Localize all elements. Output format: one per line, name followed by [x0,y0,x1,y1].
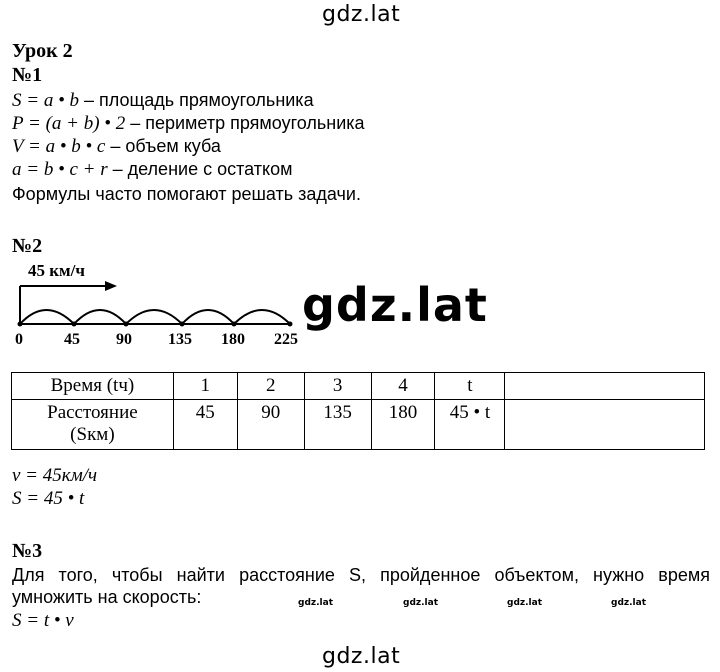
table-cell: 90 [237,400,304,450]
watermark-bottom: gdz.lat [322,644,401,669]
table-cell: 180 [371,400,435,450]
distance-formula: S = 45 • t [12,488,85,509]
table-cell: t [435,373,505,400]
table-header-line: Расстояние [47,402,138,423]
table-row [12,373,705,400]
watermark-middle: gdz.lat [302,278,488,332]
tick-label: 225 [274,331,298,348]
table-cell: 1 [173,373,237,400]
jump-arc [20,310,74,324]
tick-dot [232,322,237,327]
task3-text: Для того, чтобы найти расстояние S, пройденное объектом, нужно время умножить на скорость: [12,565,710,607]
lesson-title: Урок 2 [12,40,73,62]
tick-label: 45 [64,331,80,348]
jump-arc [74,310,126,324]
formula-description: – периметр прямоугольника [125,113,365,133]
task3-formula: S = t • v [12,610,74,631]
table-header-cell [12,400,174,450]
tick-dot [18,322,23,327]
time-distance-table [11,372,705,450]
table-row [12,400,705,450]
formula-description: – площадь прямоугольника [78,90,314,110]
table-cell: 45 [173,400,237,450]
tick-label: 90 [116,331,132,348]
formula-expression: P = (a + b) • 2 [12,113,126,134]
jump-arc [234,310,290,324]
watermark-small: gdz.lat [611,598,647,608]
tick-label: 180 [221,331,245,348]
formula-expression: V = a • b • c [12,136,106,157]
formula-description: – деление с остатком [107,159,293,179]
task3-number: №3 [12,540,43,562]
formula-line [12,158,292,181]
jump-arc [126,310,182,324]
tick-dot [124,322,129,327]
formula-line [12,112,365,135]
formula-expression: a = b • c + r [12,159,108,180]
tick-dot [72,322,77,327]
tick-dot [288,322,293,327]
speed-arrowhead [105,281,117,291]
speed-label: 45 км/ч [28,261,85,280]
task1-number: №1 [12,64,43,86]
formula-line [12,135,221,158]
task1-conclusion: Формулы часто помогают решать задачи. [12,184,361,204]
tick-dot [180,322,185,327]
watermark-small: gdz.lat [298,598,334,608]
speed-formula: v = 45км/ч [12,465,98,486]
task2-number: №2 [12,235,43,257]
table-cell: 135 [304,400,371,450]
tick-label: 0 [15,331,23,348]
jump-arc [182,310,234,324]
table-cell: 3 [304,373,371,400]
table-cell: 45 • t [435,400,505,450]
watermark-small: gdz.lat [403,598,439,608]
table-cell: 4 [371,373,435,400]
table-header-line: (Sкм) [70,424,115,445]
table-empty-cell [505,373,705,400]
table-cell: 2 [237,373,304,400]
table-header-cell: Время (tч) [12,373,174,400]
table-empty-cell [505,400,705,450]
formula-description: – объем куба [105,136,221,156]
formula-expression: S = a • b [12,90,79,111]
number-line-diagram [10,260,310,352]
formula-line [12,89,314,112]
tick-label: 135 [168,331,192,348]
watermark-small: gdz.lat [507,598,543,608]
watermark-top: gdz.lat [322,2,401,27]
